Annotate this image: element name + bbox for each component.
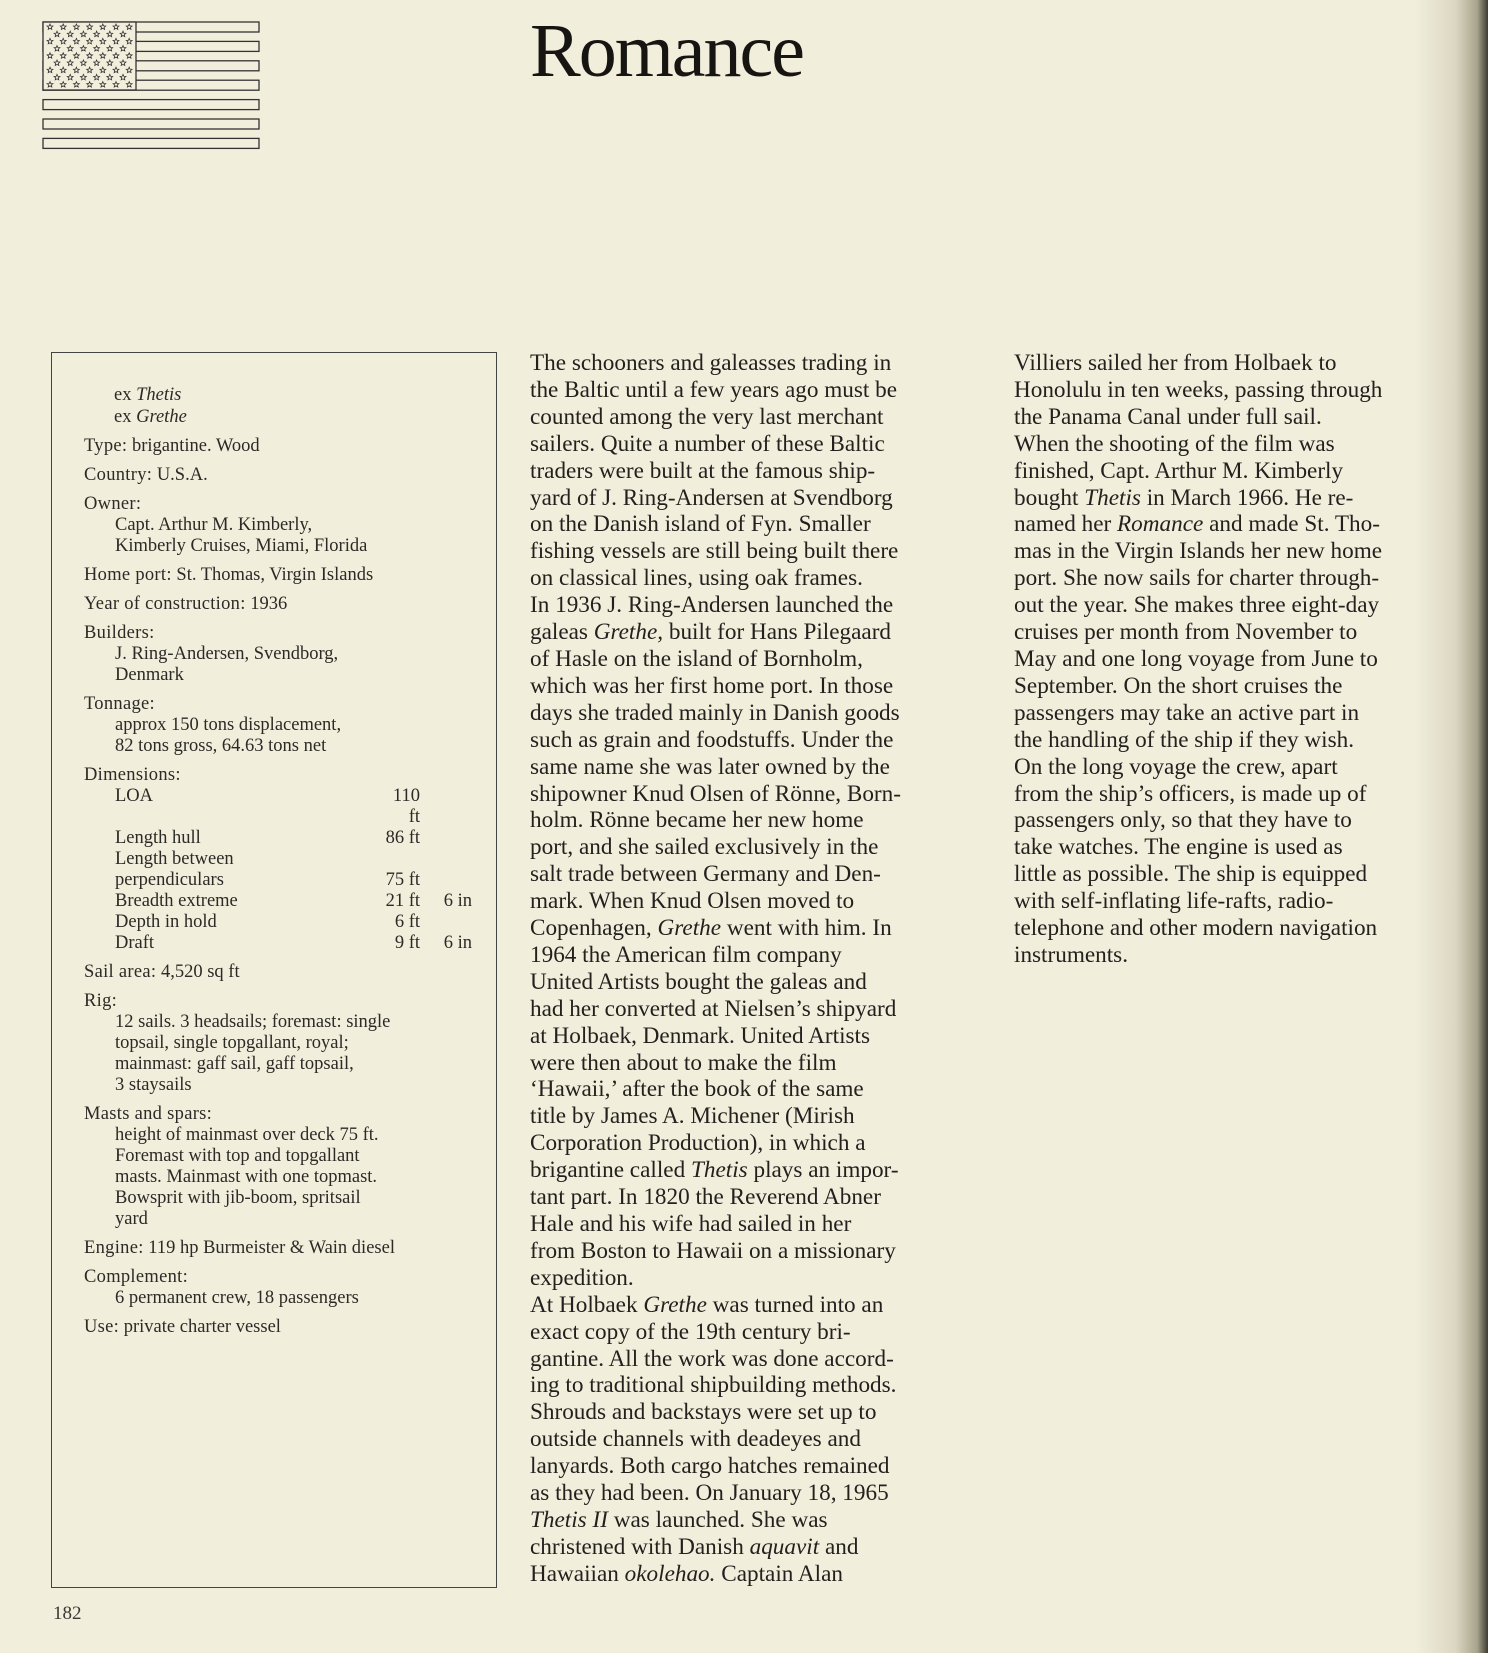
text-line: same name she was later owned by the	[530, 753, 890, 780]
text-line: ing to traditional shipbuilding methods.	[530, 1372, 897, 1399]
dimension-row: Breadth extreme 21 ft 6 in	[115, 891, 472, 911]
text-line: Shrouds and backstays were set up to	[530, 1399, 877, 1426]
text-line: passengers only, so that they have to	[1014, 807, 1352, 834]
text-line: port, and she sailed exclusively in the	[530, 834, 879, 861]
spec-owner: Owner: Capt. Arthur M. Kimberly, Kimberly Cruises, Miami, Florida	[84, 494, 368, 556]
text-line: galeas Grethe, built for Hans Pilegaard	[530, 619, 892, 646]
spec-complement: Complement: 6 permanent crew, 18 passengers	[84, 1267, 359, 1308]
text-line: such as grain and foodstuffs. Under the	[530, 726, 894, 753]
text-line: telephone and other modern navigation	[1014, 915, 1378, 942]
spec-masts-and-spars: Masts and spars: height of mainmast over deck 75 ft. Foremast with top and topgallant masts. Mainmast with one topmast. Bowsprit with jib-boom, spritsail yard	[84, 1104, 379, 1229]
spec-builders: Builders: J. Ring-Andersen, Svendborg, Denmark	[84, 623, 339, 685]
text-line: ‘Hawaii,’ after the book of the same	[530, 1076, 864, 1103]
text-line: expedition.	[530, 1264, 634, 1291]
text-line: Copenhagen, Grethe went with him. In	[530, 915, 892, 942]
text-line: from Boston to Hawaii on a missionary	[530, 1237, 896, 1264]
former-name: ex Grethe	[114, 407, 187, 427]
body-text-column-1	[530, 350, 980, 1588]
text-line: At Holbaek Grethe was turned into an	[530, 1291, 884, 1318]
text-line: as they had been. On January 18, 1965	[530, 1480, 889, 1507]
text-line: tant part. In 1820 the Reverend Abner	[530, 1184, 881, 1211]
spec-home-port: Home port: St. Thomas, Virgin Islands	[84, 565, 374, 585]
dimension-row: perpendiculars 75 ft	[115, 870, 420, 890]
text-line: port. She now sails for charter through-	[1014, 565, 1380, 592]
text-line: traders were built at the famous ship-	[530, 457, 876, 484]
spec-rig: Rig: 12 sails. 3 headsails; foremast: single topsail, single topgallant, royal; mainmast: gaff sail, gaff topsail, 3 staysails	[84, 991, 391, 1095]
text-line: bought Thetis in March 1966. He re-	[1014, 484, 1354, 511]
text-line: the handling of the ship if they wish.	[1014, 726, 1355, 753]
body-text-column-2	[1014, 350, 1454, 969]
text-line: United Artists bought the galeas and	[530, 968, 867, 995]
flag-stripe	[43, 138, 259, 148]
text-line: sailers. Quite a number of these Baltic	[530, 430, 885, 457]
text-line: had her converted at Nielsen’s shipyard	[530, 995, 897, 1022]
text-line: finished, Capt. Arthur M. Kimberly	[1014, 457, 1344, 484]
text-line: with self-inflating life-rafts, radio-	[1014, 888, 1334, 915]
text-line: gantine. All the work was done accord-	[530, 1345, 894, 1372]
text-line: cruises per month from November to	[1014, 619, 1358, 646]
dimension-row: Draft 9 ft 6 in	[115, 933, 472, 953]
spec-tonnage: Tonnage: approx 150 tons displacement, 82 tons gross, 64.63 tons net	[84, 694, 342, 756]
text-line: on classical lines, using oak frames.	[530, 565, 863, 592]
page-number: 182	[53, 1603, 82, 1624]
dimension-row: LOA 110 ft	[115, 786, 420, 827]
text-line: lanyards. Both cargo hatches remained	[530, 1453, 890, 1480]
text-line: Villiers sailed her from Holbaek to	[1014, 350, 1337, 376]
text-line: mas in the Virgin Islands her new home	[1014, 538, 1383, 565]
spec-year: Year of construction: 1936	[84, 594, 288, 614]
text-line: on the Danish island of Fyn. Smaller	[530, 511, 871, 538]
text-line: exact copy of the 19th century bri-	[530, 1318, 851, 1345]
text-line: which was her first home port. In those	[530, 672, 894, 699]
text-line: days she traded mainly in Danish goods	[530, 699, 900, 726]
text-line: yard of J. Ring-Andersen at Svendborg	[530, 484, 893, 511]
text-line: Thetis II was launched. She was	[530, 1506, 828, 1533]
text-line: holm. Rönne became her new home	[530, 807, 864, 834]
text-line: named her Romance and made St. Tho-	[1014, 511, 1380, 538]
text-line: When the shooting of the film was	[1014, 430, 1335, 457]
text-line: the Baltic until a few years ago must be	[530, 376, 898, 403]
spec-use: Use: private charter vessel	[84, 1317, 281, 1337]
text-line: brigantine called Thetis plays an impor-	[530, 1157, 899, 1184]
text-line: Hawaiian okolehao. Captain Alan	[530, 1560, 843, 1587]
flag-stripe	[43, 100, 259, 110]
text-line: mark. When Knud Olsen moved to	[530, 888, 855, 915]
text-line: were then about to make the film	[530, 1049, 837, 1076]
text-line: counted among the very last merchant	[530, 403, 884, 430]
text-line: the Panama Canal under full sail.	[1014, 403, 1322, 430]
text-line: On the long voyage the crew, apart	[1014, 753, 1338, 780]
text-line: salt trade between Germany and Den-	[530, 861, 881, 888]
text-line: at Holbaek, Denmark. United Artists	[530, 1022, 871, 1049]
dimension-row: Length between	[115, 849, 234, 869]
text-line: May and one long voyage from June to	[1014, 645, 1378, 672]
text-line: passengers may take an active part in	[1014, 699, 1360, 726]
text-line: take watches. The engine is used as	[1014, 834, 1343, 861]
flag-stripe	[43, 119, 259, 129]
former-name: ex Thetis	[114, 385, 182, 405]
spec-country: Country: U.S.A.	[84, 465, 208, 485]
dimensions-table	[115, 786, 484, 954]
text-line: September. On the short cruises the	[1014, 672, 1343, 699]
us-flag-icon	[42, 20, 260, 160]
text-line: fishing vessels are still being built there	[530, 538, 899, 565]
text-line: The schooners and galeasses trading in	[530, 350, 892, 376]
text-line: outside channels with deadeyes and	[530, 1426, 861, 1453]
text-line: christened with Danish aquavit and	[530, 1533, 859, 1560]
text-line: Corporation Production), in which a	[530, 1130, 866, 1157]
text-line: of Hasle on the island of Bornholm,	[530, 645, 863, 672]
spec-engine: Engine: 119 hp Burmeister & Wain diesel	[84, 1238, 395, 1258]
text-line: Honolulu in ten weeks, passing through	[1014, 376, 1383, 403]
text-line: shipowner Knud Olsen of Rönne, Born-	[530, 780, 901, 807]
text-line: little as possible. The ship is equipped	[1014, 861, 1368, 888]
spec-dimensions: Dimensions: LOA 110 ft Length hull 86 ft Length between perpendiculars 75 ft Breadth extreme 21 ft 6 in Depth in hold 6 ft Draft 9 ft 6 in	[84, 764, 484, 954]
text-line: Hale and his wife had sailed in her	[530, 1211, 852, 1237]
text-line: title by James A. Michener (Mirish	[530, 1103, 855, 1130]
text-line: 1964 the American film company	[530, 941, 842, 968]
text-line: In 1936 J. Ring-Andersen launched the	[530, 592, 894, 619]
page-title: Romance	[530, 9, 804, 93]
text-line: from the ship’s officers, is made up of	[1014, 780, 1367, 807]
text-line: out the year. She makes three eight-day	[1014, 592, 1380, 619]
dimension-row: Length hull 86 ft	[115, 828, 420, 848]
spec-sail-area: Sail area: 4,520 sq ft	[84, 962, 240, 982]
specifications	[84, 384, 484, 1338]
text-line: instruments.	[1014, 941, 1129, 968]
dimension-row: Depth in hold 6 ft	[115, 912, 420, 932]
spec-type: Type: brigantine. Wood	[84, 436, 260, 456]
